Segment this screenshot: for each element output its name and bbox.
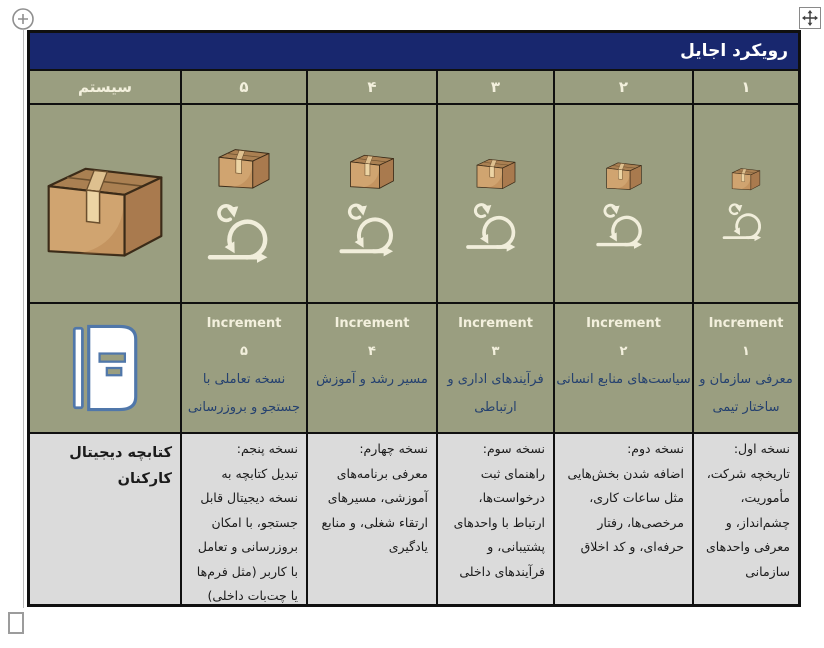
cardboard-box-icon — [474, 152, 518, 190]
column-header-1[interactable]: ۱ — [693, 70, 799, 104]
increment-title: معرفی سازمان و ساختار تیمی — [699, 372, 793, 415]
version-body: تاریخچه شرکت، مأموریت، چشم‌انداز، و معرفی واحدهای سازمانی — [706, 465, 790, 579]
version-cell-4[interactable] — [307, 433, 437, 605]
version-cell-system[interactable]: کتابچه دیجیتال کارکنان — [29, 433, 181, 605]
table-anchor-icon[interactable] — [10, 6, 36, 32]
image-cell-1[interactable] — [693, 104, 799, 303]
increment-label: Increment — [334, 316, 410, 331]
image-cell-4[interactable] — [307, 104, 437, 303]
version-cell-3[interactable] — [437, 433, 554, 605]
increment-number: ۳ — [491, 344, 500, 359]
increment-title: فرآیندهای اداری و ارتباطی — [447, 372, 544, 415]
table-title[interactable]: رویکرد اجایل — [29, 32, 799, 70]
increment-number: ۱ — [742, 344, 750, 359]
increment-label: Increment — [458, 316, 533, 331]
agile-approach-table — [27, 30, 801, 607]
version-heading: نسخه سوم: — [482, 441, 545, 456]
version-cell-2[interactable] — [554, 433, 693, 605]
column-header-5[interactable]: ۵ — [181, 70, 307, 104]
increment-title: مسیر رشد و آموزش — [316, 372, 428, 387]
column-header-3[interactable]: ۳ — [437, 70, 554, 104]
version-body: اضافه شدن بخش‌هایی مثل ساعات کاری، مرخصی‌ها، رفتار حرفه‌ای، و کد اخلاق — [567, 465, 684, 554]
increment-label: Increment — [586, 316, 661, 331]
image-cell-2[interactable] — [554, 104, 693, 303]
increment-cell-2[interactable] — [554, 303, 693, 433]
increment-title: سیاست‌های منابع انسانی — [556, 372, 691, 387]
version-heading: نسخه اول: — [733, 441, 790, 456]
table-resize-handle[interactable] — [8, 612, 24, 634]
version-body: راهنمای ثبت درخواست‌ها، ارتباط با واحدهای پشتیبانی، و فرآیندهای داخلی — [453, 465, 545, 579]
version-cell-1[interactable] — [693, 433, 799, 605]
left-margin-guide — [23, 30, 24, 608]
increment-cell-4[interactable] — [307, 303, 437, 433]
image-cell-system[interactable] — [29, 104, 181, 303]
image-cell-5[interactable] — [181, 104, 307, 303]
sprint-loop-icon — [464, 199, 528, 255]
version-heading: نسخه پنجم: — [236, 441, 298, 456]
large-cardboard-box-icon — [40, 147, 170, 260]
increment-cell-1[interactable] — [693, 303, 799, 433]
cardboard-box-icon — [215, 140, 273, 190]
increment-label: Increment — [206, 316, 282, 331]
increment-title: نسخه تعاملی با جستجو و بروزرسانی — [187, 372, 301, 415]
increment-number: ۲ — [619, 344, 628, 359]
column-header-2[interactable]: ۲ — [554, 70, 693, 104]
cardboard-box-icon — [604, 156, 644, 191]
sprint-loop-icon — [594, 200, 654, 252]
increment-cell-3[interactable] — [437, 303, 554, 433]
increment-cell-system[interactable] — [29, 303, 181, 433]
table-move-handle[interactable] — [799, 7, 821, 29]
increment-number: ۵ — [240, 344, 248, 359]
image-cell-3[interactable] — [437, 104, 554, 303]
column-header-4[interactable]: ۴ — [307, 70, 437, 104]
version-body: تبدیل کتابچه به نسخه دیجیتال قابل جستجو، با امکان بروزرسانی و تعامل با کاربر (مثل فرم‌ها یا چت‌بات داخلی) — [196, 465, 298, 603]
move-arrows-icon — [802, 10, 818, 26]
sprint-loop-icon — [337, 199, 407, 260]
version-cell-5[interactable] — [181, 433, 307, 605]
employee-booklet-icon — [67, 321, 143, 415]
cardboard-box-icon — [730, 163, 762, 191]
cardboard-box-icon — [347, 147, 397, 190]
sprint-loop-icon — [205, 199, 283, 267]
increment-label: Increment — [708, 316, 784, 331]
version-heading: نسخه چهارم: — [359, 441, 428, 456]
version-heading: نسخه دوم: — [627, 441, 684, 456]
increment-cell-5[interactable] — [181, 303, 307, 433]
column-header-system[interactable]: سیستم — [29, 70, 181, 104]
increment-number: ۴ — [368, 344, 376, 359]
sprint-loop-icon — [721, 200, 771, 244]
version-body: معرفی برنامه‌های آموزشی، مسیرهای ارتقاء شغلی، و منابع یادگیری — [321, 465, 428, 554]
